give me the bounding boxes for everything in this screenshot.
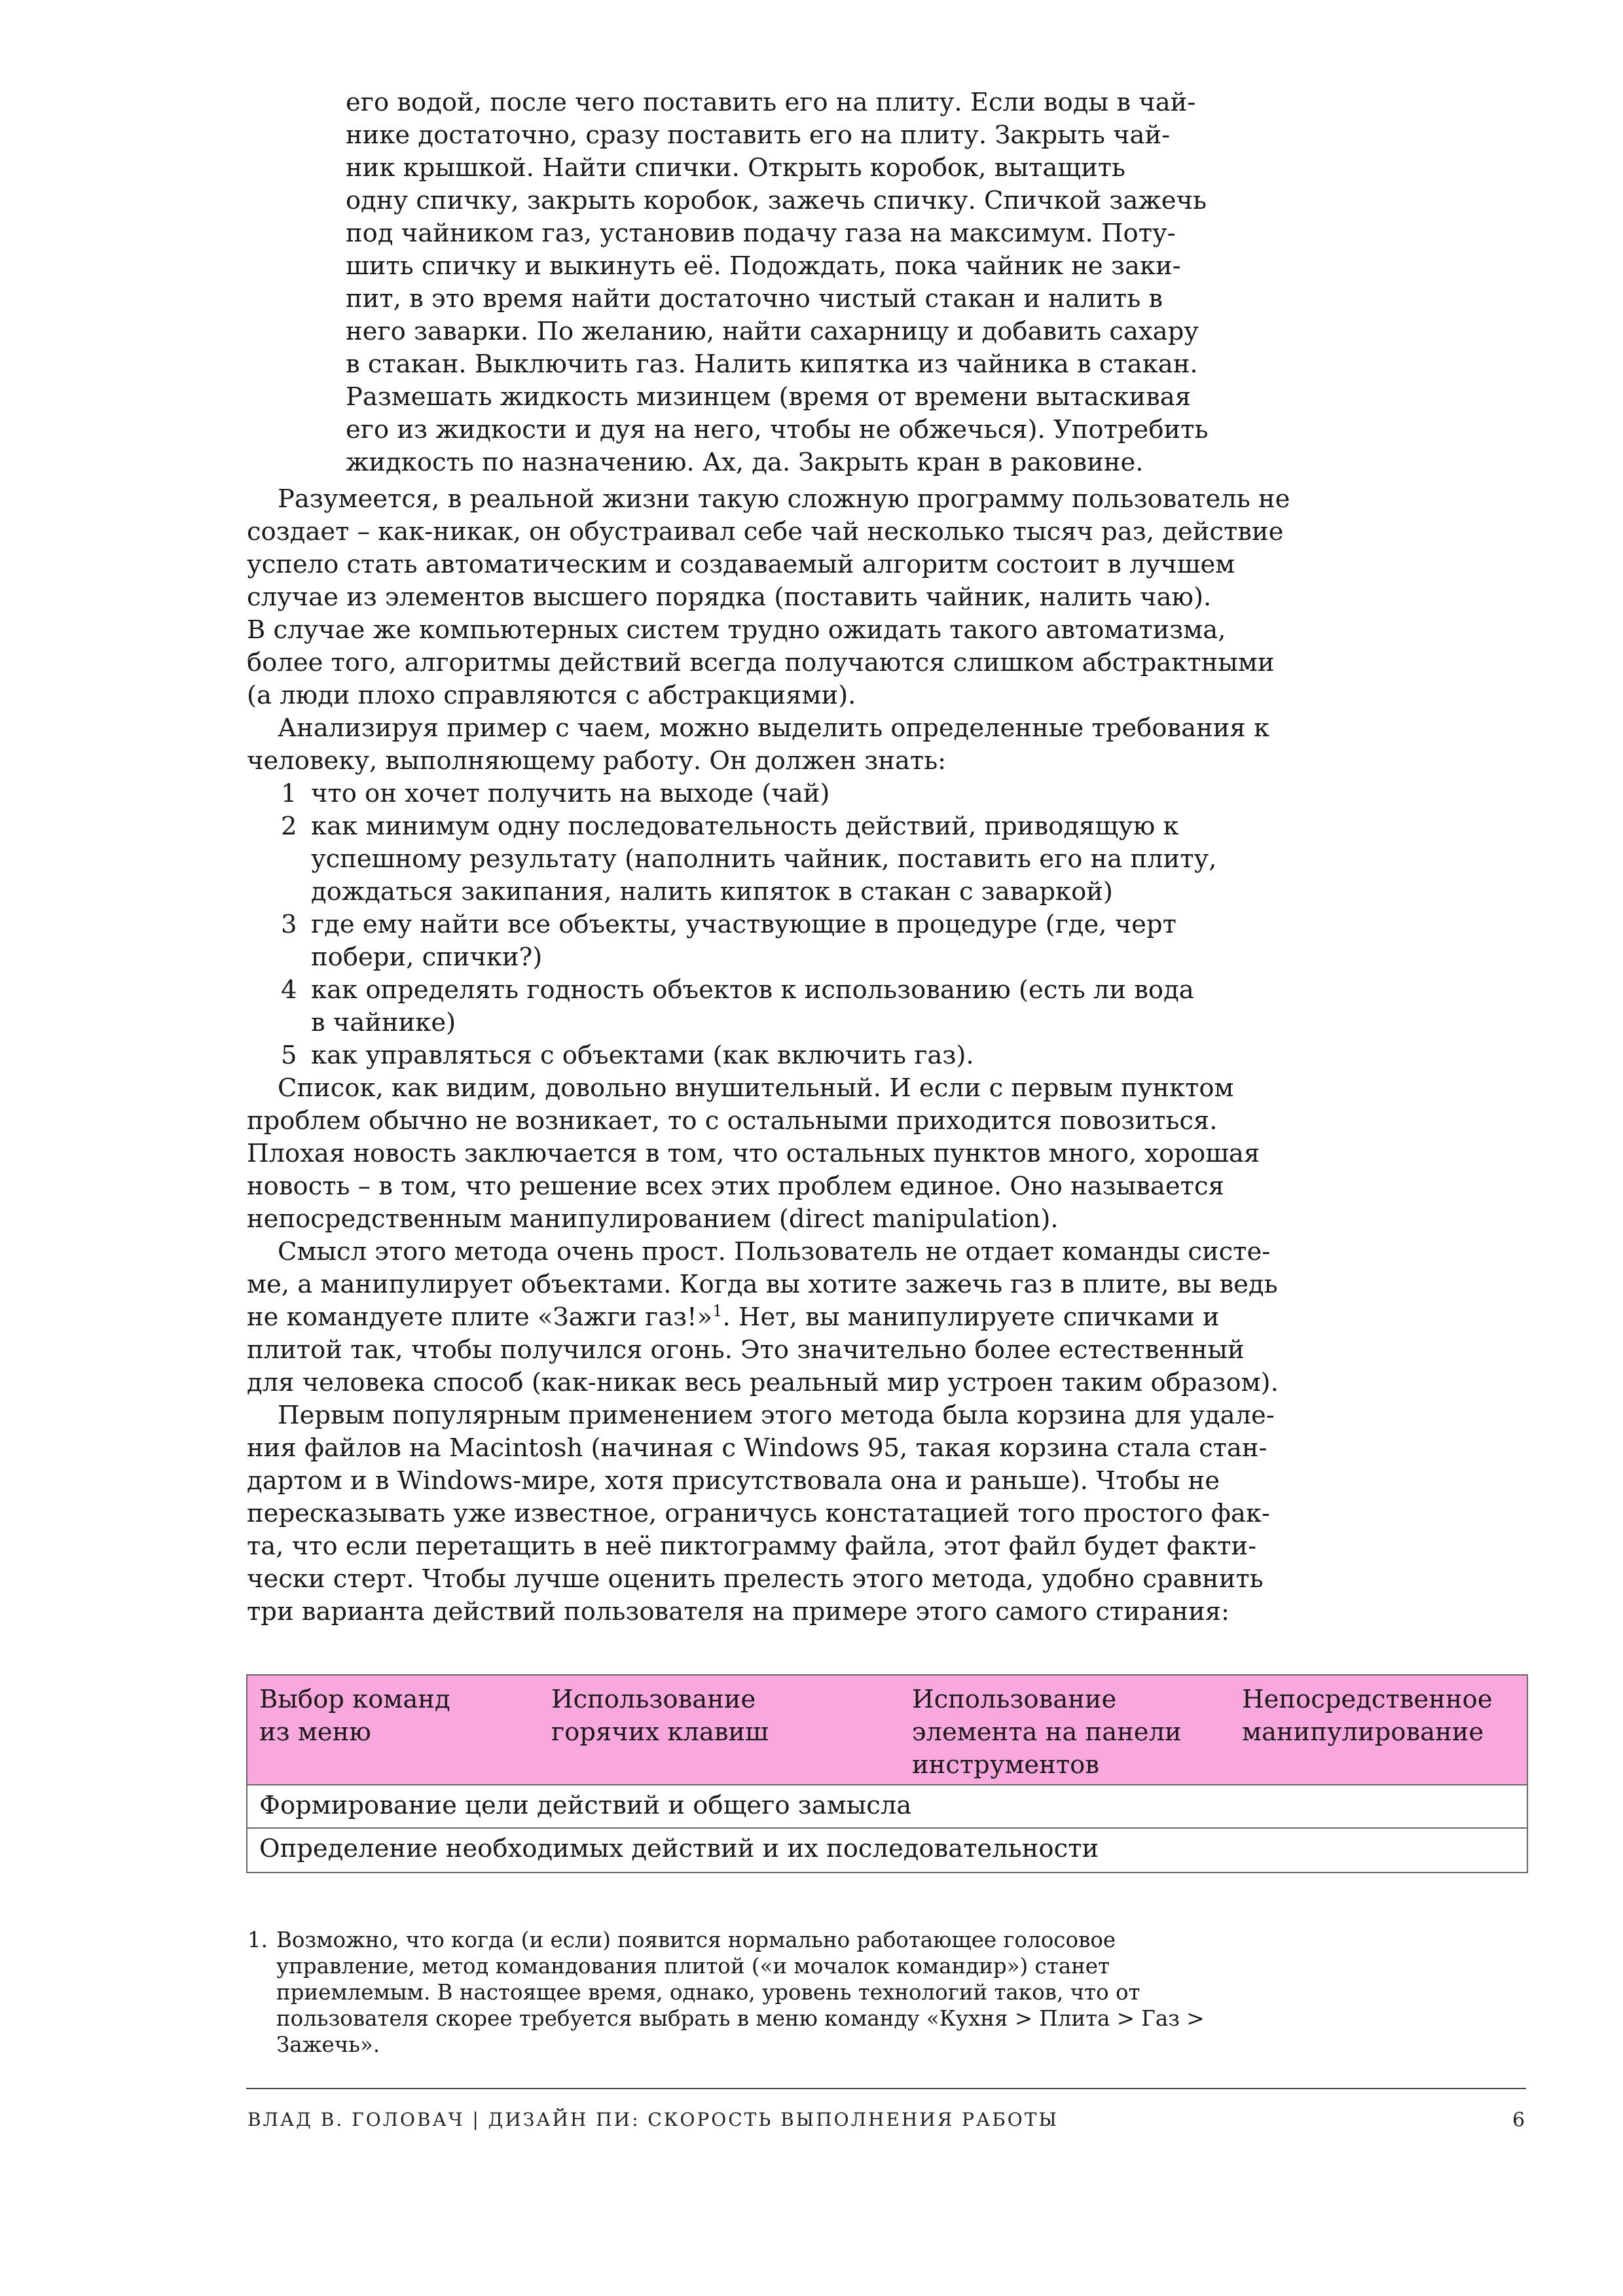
text-line: проблем обычно не возникает, то с остальными приходится повозиться. [247, 1106, 1218, 1136]
footnote-ref[interactable]: 1 [712, 1302, 723, 1321]
text-line: под чайником газ, установив подачу газа на максимум. Поту- [346, 219, 1176, 248]
text-line: случае из элементов высшего порядка (поставить чайник, налить чаю). [247, 583, 1212, 612]
footnote-number: 1. [247, 1928, 268, 1952]
header-cell-direct-manipulation: Непосредственное манипулирование [1242, 1685, 1493, 1747]
text-line: шить спичку и выкинуть её. Подождать, пока чайник не заки- [346, 251, 1181, 281]
list-number: 4 [281, 975, 297, 1005]
header-cell-menu: Выбор команд из меню [259, 1685, 450, 1747]
text-line: Зажечь». [276, 2032, 380, 2057]
text-line: ме, а манипулирует объектами. Когда вы хотите зажечь газ в плите, вы ведь [247, 1270, 1278, 1299]
text-line: пересказывать уже известное, ограничусь констатацией того простого фак- [247, 1499, 1270, 1528]
list-item [247, 974, 1249, 1039]
text-line: успело стать автоматическим и создаваемый алгоритм состоит в лучшем [247, 550, 1235, 579]
text-line: для человека способ (как-никак весь реальный мир устроен таким образом). [247, 1368, 1279, 1397]
header-cell-toolbar: Использование элемента на панели инструментов [912, 1685, 1182, 1780]
list-item [247, 810, 1249, 908]
list-number: 1 [281, 779, 297, 808]
paragraph-requirements [247, 712, 1270, 778]
text-line: та, что если перетащить в неё пиктограмму файла, этот файл будет факти- [247, 1532, 1257, 1561]
text-segment: . Нет, вы манипулируете спичками и [722, 1302, 1220, 1332]
paragraph-method [247, 1236, 1279, 1399]
text-line: чески стерт. Чтобы лучше оценить прелесть этого метода, удобно сравнить [247, 1564, 1264, 1594]
list-item [247, 1039, 1249, 1072]
running-footer: ВЛАД В. ГОЛОВАЧ | ДИЗАЙН ПИ: СКОРОСТЬ ВЫПОЛНЕНИЯ РАБОТЫ [247, 2109, 1059, 2130]
text-line: дартом и в Windows-мире, хотя присутствовала она и раньше). Чтобы не [247, 1466, 1220, 1496]
text-line: ния файлов на Macintosh (начиная с Windows 95, такая корзина стала стан- [247, 1433, 1267, 1463]
text-line: пит, в это время найти достаточно чистый стакан и налить в [346, 284, 1163, 314]
paragraph-automation [247, 483, 1290, 712]
footnote-text [276, 1927, 1205, 2058]
text-line: Размешать жидкость мизинцем (время от времени вытаскивая [346, 382, 1192, 412]
paragraph-trash-example [247, 1399, 1275, 1628]
paragraph-direct-manipulation-intro [247, 1072, 1260, 1236]
text-line: что он хочет получить на выходе (чай) [311, 779, 830, 808]
header-cell-hotkeys: Использование горячих клавиш [551, 1685, 769, 1747]
requirements-list [247, 778, 1249, 1072]
text-line: побери, спички?) [311, 942, 543, 972]
text-line: Плохая новость заключается в том, что остальных пунктов много, хорошая [247, 1139, 1260, 1168]
list-number: 5 [281, 1041, 297, 1070]
text-line: Разумеется, в реальной жизни такую сложную программу пользователь не [278, 484, 1290, 514]
table-row: Определение необходимых действий и их последовательности [259, 1834, 1099, 1863]
footer-divider [246, 2088, 1526, 2089]
text-line: три варианта действий пользователя на примере этого самого стирания: [247, 1597, 1230, 1626]
text-line: новость – в том, что решение всех этих проблем единое. Оно называется [247, 1172, 1224, 1201]
table-row: Формирование цели действий и общего замысла [247, 1785, 1527, 1829]
body-text [247, 483, 1290, 1628]
text-line: человеку, выполняющему работу. Он должен знать: [247, 746, 947, 776]
text-line: успешному результату (наполнить чайник, поставить его на плиту, [311, 844, 1217, 874]
text-line: него заварки. По желанию, найти сахарницу и добавить сахару [346, 317, 1199, 346]
text-line: как определять годность объектов к использованию (есть ли вода [311, 975, 1194, 1005]
text-line: В случае же компьютерных систем трудно ожидать такого автоматизма, [247, 615, 1226, 645]
text-line [247, 1301, 1249, 1334]
text-line: (а люди плохо справляются с абстракциями). [247, 681, 856, 710]
text-line: нике достаточно, сразу поставить его на плиту. Закрыть чай- [346, 120, 1171, 150]
text-line: непосредственным манипулированием (direct manipulation). [247, 1204, 1059, 1234]
comparison-table [246, 1674, 1528, 1873]
text-line: в стакан. Выключить газ. Налить кипятка из чайника в стакан. [346, 350, 1198, 379]
text-line: Первым популярным применением этого метода была корзина для удале- [278, 1401, 1275, 1430]
text-line: как управляться с объектами (как включить газ). [311, 1041, 974, 1070]
text-line: более того, алгоритмы действий всегда получаются слишком абстрактными [247, 648, 1275, 677]
text-line: создает – как-никак, он обустраивал себе чай несколько тысяч раз, действие [247, 517, 1284, 547]
text-line: плитой так, чтобы получился огонь. Это значительно более естественный [247, 1335, 1245, 1365]
text-line: пользователя скорее требуется выбрать в меню команду «Кухня > Плита > Газ > [276, 2006, 1205, 2031]
page-number: 6 [1512, 2109, 1525, 2132]
text-segment: не командуете плите «Зажги газ!» [247, 1302, 713, 1332]
quoted-procedure [346, 86, 1209, 479]
text-line: жидкость по назначению. Ах, да. Закрыть кран в раковине. [346, 448, 1144, 477]
text-line: ник крышкой. Найти спички. Открыть коробок, вытащить [346, 153, 1126, 183]
text-line: дождаться закипания, налить кипяток в стакан с заваркой) [311, 877, 1113, 906]
list-item [247, 778, 1249, 810]
text-line: Возможно, что когда (и если) появится нормально работающее голосовое [276, 1928, 1116, 1952]
list-number: 2 [281, 812, 297, 841]
text-line: Анализируя пример с чаем, можно выделить определенные требования к [278, 713, 1270, 743]
text-line: управление, метод командования плитой («и мочалок командир») станет [276, 1954, 1110, 1979]
text-line: одну спичку, закрыть коробок, зажечь спичку. Спичкой зажечь [346, 186, 1207, 215]
text-line: приемлемым. В настоящее время, однако, уровень технологий таков, что от [276, 1980, 1140, 2005]
text-line: Список, как видим, довольно внушительный. И если с первым пунктом [278, 1073, 1234, 1103]
text-line: Смысл этого метода очень прост. Пользователь не отдает команды систе- [278, 1237, 1271, 1266]
text-line: как минимум одну последовательность действий, приводящую к [311, 812, 1179, 841]
text-line: его водой, после чего поставить его на плиту. Если воды в чай- [346, 88, 1196, 117]
text-line: в чайнике) [311, 1008, 456, 1037]
table-header-row [247, 1676, 1527, 1785]
list-number: 3 [281, 910, 297, 939]
list-item [247, 908, 1249, 974]
text-line: его из жидкости и дуя на него, чтобы не обжечься). Употребить [346, 415, 1209, 444]
text-line: где ему найти все объекты, участвующие в процедуре (где, черт [311, 910, 1176, 939]
